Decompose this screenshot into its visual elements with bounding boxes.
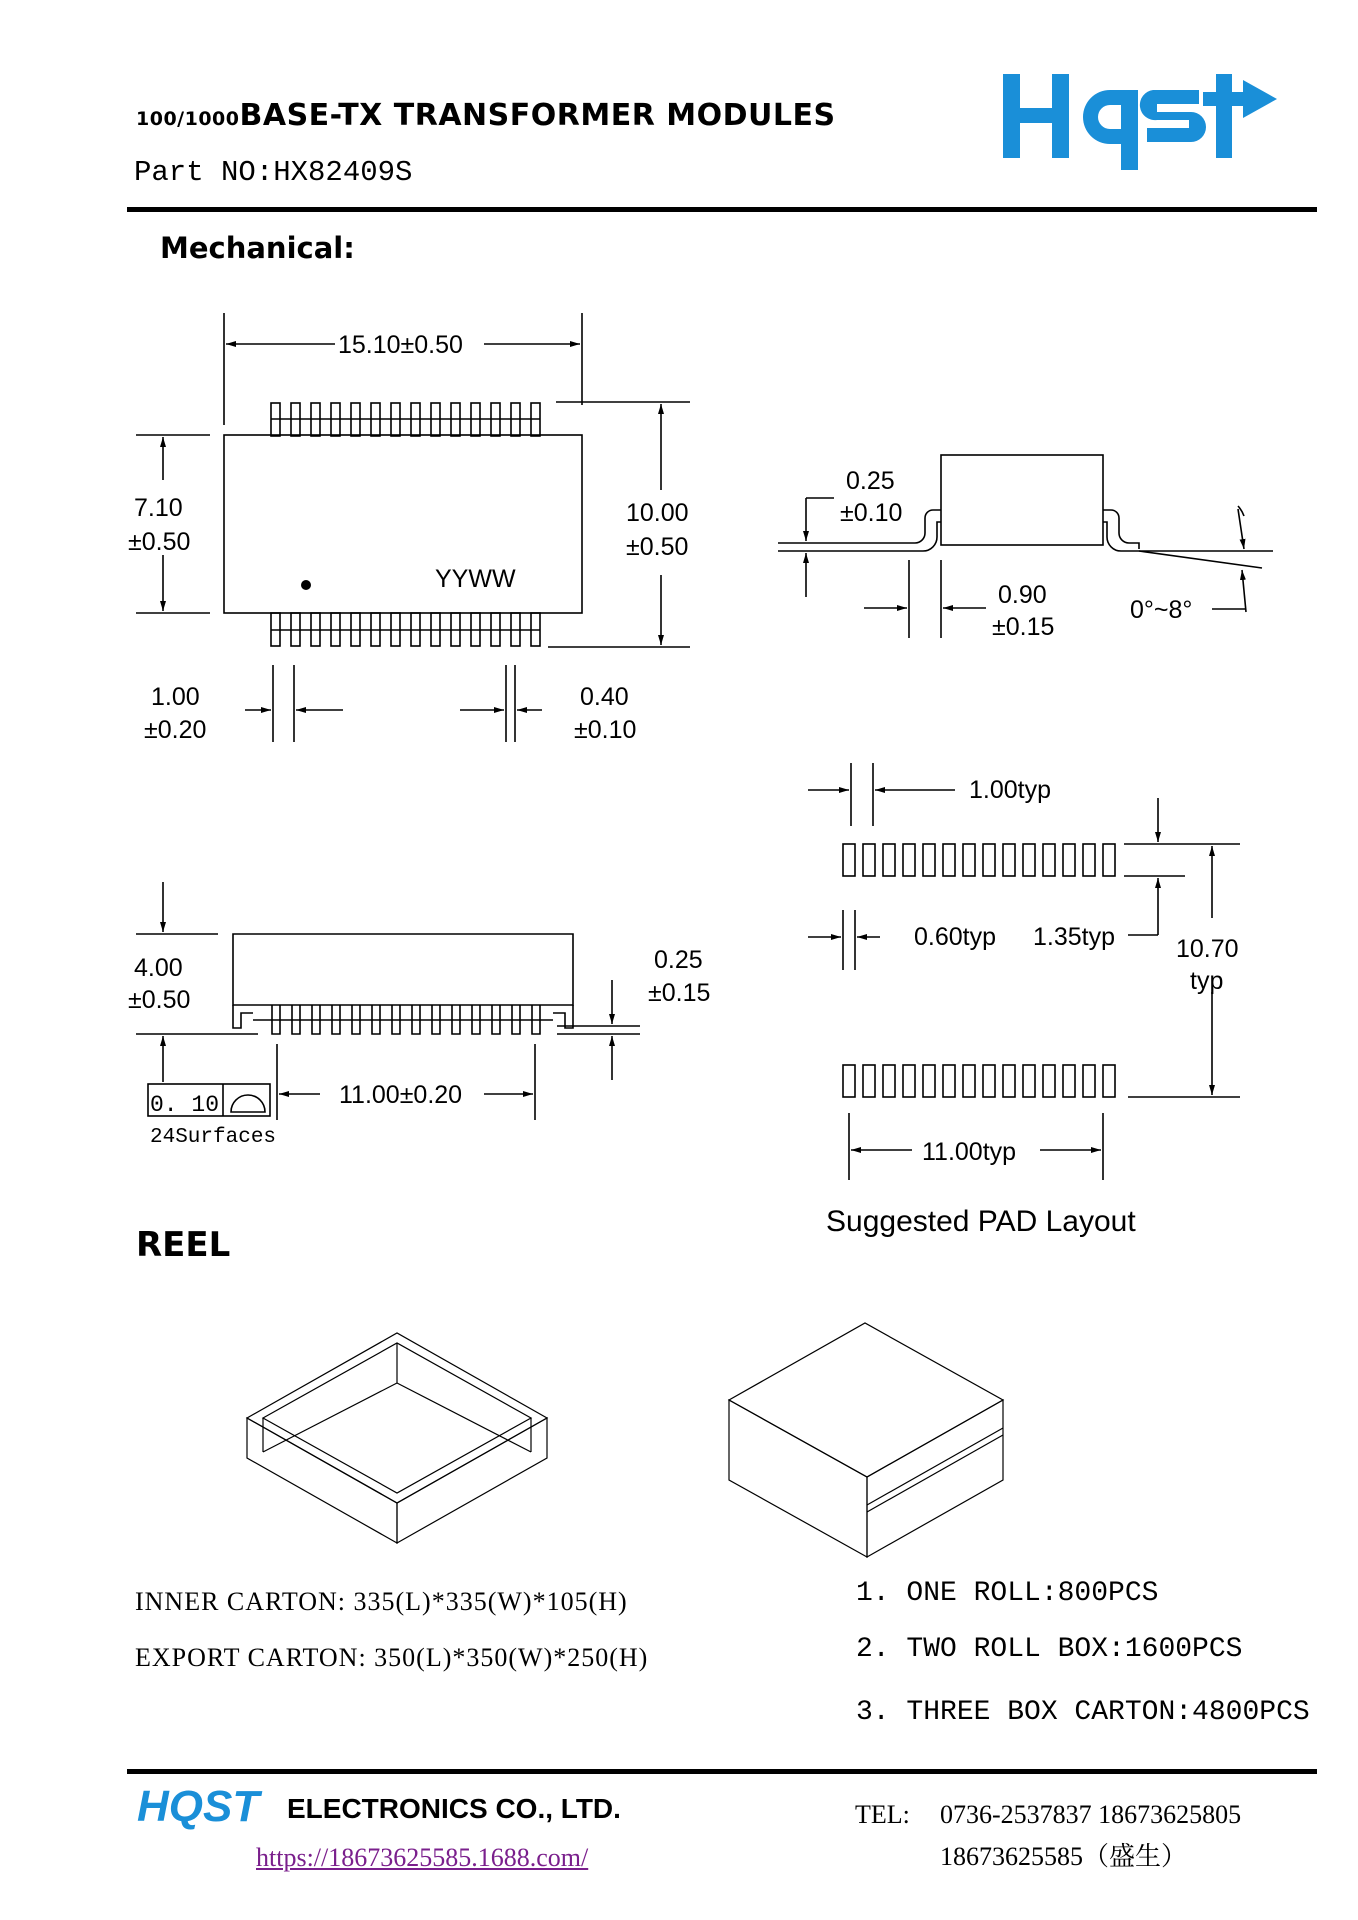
pad-layout-caption: Suggested PAD Layout [826,1205,1136,1238]
part-number: Part NO:HX82409S [134,156,413,189]
front-view-leads [253,1005,553,1034]
pin-row-top [271,403,540,436]
pad-row-top [843,844,1115,876]
dim-row-span: 11.00±0.20 [339,1081,463,1109]
pad-pitch: 1.00typ [969,776,1052,804]
dim-lead-width-b: ±0.10 [574,716,637,744]
qty-three-box-carton: 3. THREE BOX CARTON:4800PCS [856,1697,1310,1728]
footer-rule [127,1769,1317,1774]
dim-overall-a: 10.00 [626,499,689,527]
tel-line-2: 18673625585（盛生） [940,1842,1188,1871]
marking-text: YYWW [435,565,516,593]
inner-carton-drawing [247,1333,547,1543]
pin1-dot [301,580,311,590]
package-side-view [941,455,1103,545]
dim-body-width-a: 7.10 [134,494,183,522]
package-top-view [224,435,582,613]
inner-carton-spec: INNER CARTON: 335(L)*335(W)*105(H) [135,1587,628,1616]
dim-height-b: ±0.50 [128,986,191,1014]
reel-heading: REEL [136,1225,231,1265]
package-front-view [233,934,573,1005]
dim-lead-width-a: 0.40 [580,683,629,711]
qty-one-roll: 1. ONE ROLL:800PCS [856,1578,1159,1609]
title-prefix: 100/1000 [136,108,240,130]
dim-foot-a: 0.90 [998,581,1047,609]
pad-span-a: 10.70 [1176,935,1239,963]
footer-url-link[interactable]: https://18673625585.1688.com/ [256,1843,589,1872]
title-main: BASE-TX TRANSFORMER MODULES [239,98,836,133]
pad-width: 0.60typ [914,923,997,951]
export-carton-spec: EXPORT CARTON: 350(L)*350(W)*250(H) [135,1643,649,1672]
dim-top-width: 15.10±0.50 [338,331,463,359]
dim-body-width-b: ±0.50 [128,528,191,556]
dim-pitch-a: 1.00 [151,683,200,711]
pad-length: 1.35typ [1033,923,1116,951]
dim-lead-thickness-a: 0.25 [654,946,703,974]
coplanarity-surfaces: 24Surfaces [150,1126,277,1149]
coplanarity-value: 0. 10 [150,1092,220,1118]
dim-standoff-b: ±0.10 [840,499,903,527]
tel-label: TEL: [855,1800,910,1829]
dim-pitch-b: ±0.20 [144,716,207,744]
tel-line-1: 0736-2537837 18673625805 [940,1800,1242,1829]
mechanical-heading: Mechanical: [160,231,355,265]
dim-height-a: 4.00 [134,954,183,982]
dim-angle: 0°~8° [1130,596,1193,624]
footer-company: ELECTRONICS CO., LTD. [287,1793,621,1824]
pad-row-length: 11.00typ [922,1138,1017,1166]
qty-two-roll-box: 2. TWO ROLL BOX:1600PCS [856,1634,1243,1665]
pad-span-b: typ [1190,967,1224,995]
dim-lead-thickness-b: ±0.15 [648,979,711,1007]
dim-standoff-a: 0.25 [846,467,895,495]
pin-row-bottom [271,613,540,646]
dim-overall-b: ±0.50 [626,533,689,561]
export-carton-drawing [729,1323,1003,1557]
pad-row-bottom [843,1065,1115,1097]
footer-brand: HQST [137,1782,260,1831]
dim-foot-b: ±0.15 [992,613,1055,641]
